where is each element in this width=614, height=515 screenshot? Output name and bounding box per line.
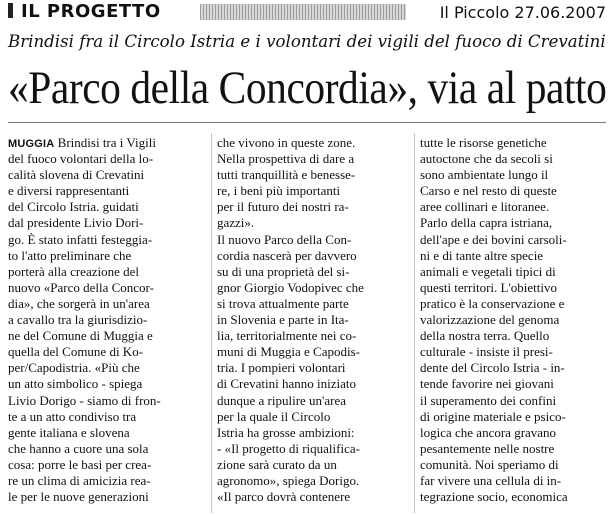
text-line — [217, 328, 409, 344]
line-text: gazzi». — [217, 215, 255, 231]
text-line — [420, 360, 608, 376]
text-line — [217, 393, 409, 409]
column-separator — [211, 133, 212, 513]
article-column-3 — [420, 135, 608, 505]
text-line — [420, 167, 608, 183]
text-line — [8, 425, 204, 441]
text-line — [8, 183, 204, 199]
line-text: calità slovena di Crevatini — [8, 167, 145, 183]
page-header — [0, 0, 614, 26]
line-text: per la quale il Circolo — [217, 408, 331, 424]
text-line — [420, 457, 608, 473]
line-text: cordia nascerà per davvero — [217, 247, 357, 263]
line-text: per il futuro dei nostri ra- — [217, 199, 349, 215]
line-text: che vivono in queste zone. — [217, 135, 356, 150]
line-text: Il nuovo Parco della Con- — [217, 231, 352, 247]
line-text: zione sarà curato da un — [217, 456, 337, 472]
text-line — [420, 183, 608, 199]
line-text: animali e vegetali tipici di — [420, 263, 556, 279]
line-text: Carso e nel resto di queste — [420, 183, 557, 199]
line-text: in Slovenia e parte in Ita- — [217, 312, 349, 328]
line-text: della nostra terra. Quello — [420, 328, 550, 344]
dateline: MUGGIA — [8, 138, 55, 150]
text-line — [217, 183, 409, 199]
line-text: per/Capodistria. «Più che — [8, 360, 140, 376]
line-text: dal presidente Livio Dori- — [8, 215, 144, 231]
line-text: a cavallo tra la giurisdizio- — [8, 312, 148, 328]
text-line — [8, 473, 204, 489]
line-text: tende favorire nei giovani — [420, 376, 554, 392]
text-line — [217, 232, 409, 248]
text-line — [217, 280, 409, 296]
text-line — [8, 457, 204, 473]
text-line — [420, 409, 608, 425]
line-text: Parlo della capra istriana, — [420, 215, 553, 231]
line-text: questi territori. L'obiettivo — [420, 279, 558, 295]
text-line — [217, 248, 409, 264]
line-text: dia», che sorgerà in un'area — [8, 295, 150, 311]
text-line — [8, 376, 204, 392]
line-text: valorizzazione del genoma — [420, 312, 560, 328]
text-line — [420, 312, 608, 328]
line-text: e diversi rappresentanti — [8, 183, 130, 199]
header-pattern-band — [200, 4, 406, 20]
text-line — [8, 232, 204, 248]
section-title: IL PROGETTO — [21, 1, 161, 22]
text-line — [8, 393, 204, 409]
line-text: cosa: porre le basi per crea- — [8, 456, 152, 472]
line-text: le per le nuove generazioni — [8, 489, 149, 505]
line-text: gnor Giorgio Vodopivec che — [217, 279, 364, 295]
line-text: di Crevatini hanno iniziato — [217, 376, 356, 392]
text-line — [420, 280, 608, 296]
line-text: del fuoco volontari della lo- — [8, 151, 154, 167]
text-line — [8, 441, 204, 457]
line-text: pratico è la conservazione e — [420, 295, 565, 311]
line-text: ni e di tante altre specie — [420, 247, 544, 263]
text-line — [217, 199, 409, 215]
line-text: Brindisi tra i Vigili — [57, 135, 156, 150]
line-text: che hanno a cuore una sola — [8, 440, 149, 456]
line-text: tegrazione socio, economica — [420, 489, 568, 505]
text-line — [8, 280, 204, 296]
line-text: un atto simbolico - spiega — [8, 376, 143, 392]
text-line — [217, 489, 409, 505]
text-line — [420, 489, 608, 505]
text-line — [420, 296, 608, 312]
text-line — [420, 473, 608, 489]
line-text: porterà alla creazione del — [8, 263, 139, 279]
text-line — [217, 312, 409, 328]
text-line — [420, 199, 608, 215]
text-line — [8, 489, 204, 505]
text-line — [420, 248, 608, 264]
article-kicker: Brindisi fra il Circolo Istria e i volontari dei vigili del fuoco di Crevatini — [8, 32, 606, 52]
article-headline: «Parco della Concordia», via al patto — [8, 62, 607, 114]
text-line — [8, 135, 204, 151]
section-label — [8, 0, 161, 24]
text-line — [217, 215, 409, 231]
line-text: di origine materiale e psico- — [420, 408, 566, 424]
line-text: logica che ancora gravano — [420, 424, 557, 440]
source-and-date: Il Piccolo 27.06.2007 — [439, 3, 606, 22]
line-text: Livio Dorigo - siamo di fron- — [8, 392, 161, 408]
text-line — [217, 167, 409, 183]
text-line — [8, 296, 204, 312]
line-text: lia, territorialmente nei co- — [217, 328, 357, 344]
text-line — [420, 393, 608, 409]
text-line — [217, 344, 409, 360]
line-text: re, i beni più importanti — [217, 183, 341, 199]
line-text: sono ambientate lungo il — [420, 167, 549, 183]
text-line — [217, 425, 409, 441]
text-line — [217, 409, 409, 425]
text-line — [420, 441, 608, 457]
text-line — [420, 151, 608, 167]
line-text: gente italiana e slovena — [8, 424, 130, 440]
line-text: tutti tranquillità e benesse- — [217, 167, 356, 183]
text-line — [8, 167, 204, 183]
line-text: tria. I pompieri volontari — [217, 360, 346, 376]
text-line — [8, 264, 204, 280]
text-line — [420, 232, 608, 248]
line-text: far vivere una cellula di in- — [420, 472, 562, 488]
text-line — [217, 296, 409, 312]
line-text: comunità. Noi speriamo di — [420, 456, 559, 472]
line-text: nuovo «Parco della Concor- — [8, 279, 154, 295]
line-text: «Il parco dovrà contenere — [217, 489, 351, 505]
text-line — [217, 151, 409, 167]
text-line — [420, 264, 608, 280]
line-text: culturale - insiste il presi- — [420, 344, 553, 360]
text-line — [420, 135, 608, 151]
headline-rule — [8, 122, 606, 123]
line-text: ne del Comune di Muggia e — [8, 328, 153, 344]
line-text: te a un atto condiviso tra — [8, 408, 137, 424]
line-text: aree collinari e litoranee. — [420, 199, 550, 215]
text-line — [217, 457, 409, 473]
line-text: to l'atto preliminare che — [8, 247, 132, 263]
text-line — [217, 360, 409, 376]
text-line — [8, 151, 204, 167]
line-text: su di una proprietà del si- — [217, 263, 350, 279]
text-line — [420, 425, 608, 441]
line-text: si trova attualmente parte — [217, 295, 349, 311]
text-line — [217, 441, 409, 457]
line-text: del Circolo Istria. guidati — [8, 199, 139, 215]
text-line — [8, 360, 204, 376]
text-line — [420, 376, 608, 392]
line-text: Istria ha grosse ambizioni: — [217, 424, 355, 440]
text-line — [217, 264, 409, 280]
line-text: dente del Circolo Istria - in- — [420, 360, 565, 376]
text-line — [8, 199, 204, 215]
line-text: autoctone che da secoli si — [420, 151, 553, 167]
line-text: quella del Comune di Ko- — [8, 344, 144, 360]
text-line — [420, 215, 608, 231]
line-text: tutte le risorse genetiche — [420, 135, 547, 150]
line-text: il superamento dei confini — [420, 392, 557, 408]
line-text: Nella prospettiva di dare a — [217, 151, 355, 167]
line-text: agronomo», spiega Dorigo. — [217, 472, 360, 488]
article-column-1 — [8, 135, 204, 505]
line-text: re un clima di amicizia rea- — [8, 472, 151, 488]
text-line — [420, 328, 608, 344]
line-text: muni di Muggia e Capodis- — [217, 344, 360, 360]
text-line — [8, 215, 204, 231]
text-line — [8, 248, 204, 264]
text-line — [8, 344, 204, 360]
text-line — [8, 312, 204, 328]
line-text: go. È stato infatti festeggia- — [8, 231, 153, 247]
line-text: dell'ape e dei bovini carsoli- — [420, 231, 567, 247]
text-line — [217, 473, 409, 489]
text-line — [217, 135, 409, 151]
text-line — [217, 376, 409, 392]
line-text: - «Il progetto di riqualifica- — [217, 440, 360, 456]
text-line — [8, 409, 204, 425]
column-separator — [414, 133, 415, 513]
article-column-2 — [217, 135, 409, 505]
section-marker — [8, 3, 13, 18]
line-text: dunque a ripulire un'area — [217, 392, 347, 408]
text-line — [8, 328, 204, 344]
line-text: pesantemente nelle nostre — [420, 440, 555, 456]
text-line — [420, 344, 608, 360]
